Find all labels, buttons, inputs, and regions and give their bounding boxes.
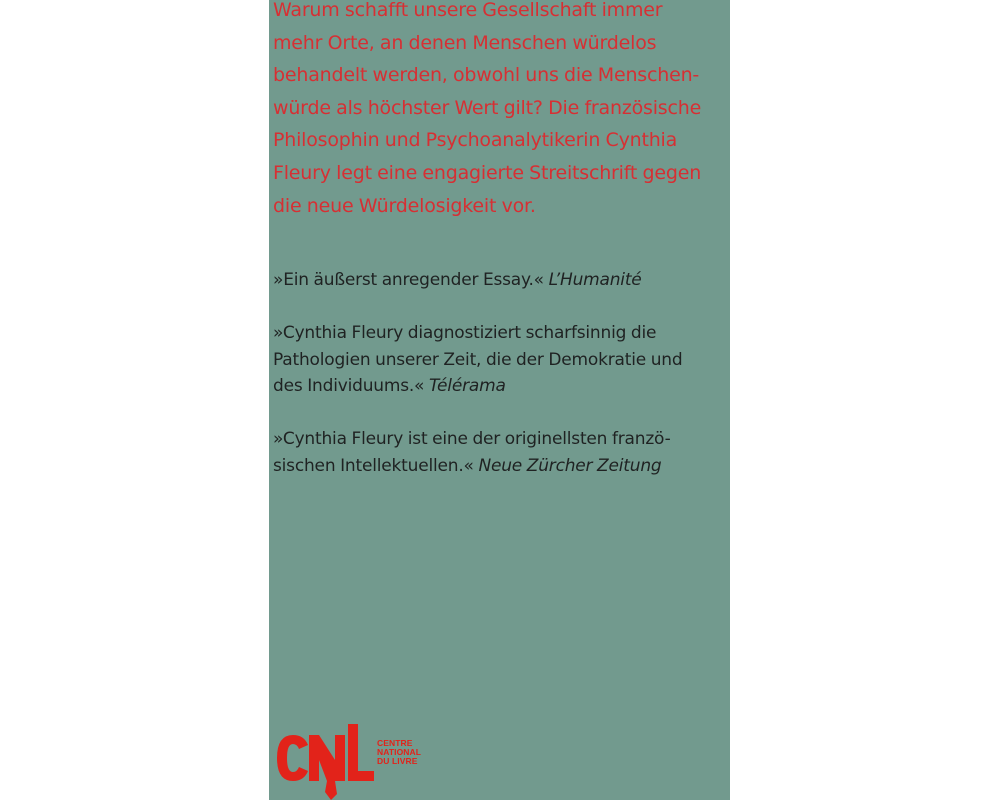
blurb-line: Fleury legt eine engagierte Streitschrift gegen: [273, 161, 702, 184]
blurb-line: Warum schafft unsere Gesellschaft immer: [273, 0, 663, 21]
logo-text-line: NATIONAL: [377, 747, 422, 757]
logo-text-line: CENTRE: [377, 738, 413, 748]
quote-text: »Ein äußerst anregender Essay.«: [273, 270, 549, 290]
press-quote: [273, 426, 730, 479]
blurb-line: würde als höchster Wert gilt? Die französische: [273, 96, 702, 119]
quote-line: [273, 453, 730, 480]
cnl-logo-mark: [273, 724, 377, 800]
blurb-line: die neue Würdelosigkeit vor.: [273, 194, 536, 217]
press-quote: [273, 267, 730, 294]
cnl-logo: [273, 724, 433, 800]
quote-line: [273, 267, 730, 294]
blurb-line: mehr Orte, an denen Menschen würdelos: [273, 31, 657, 54]
quote-line: »Cynthia Fleury diagnostiziert scharfsinnig die: [273, 323, 657, 343]
cnl-logo-text: [377, 739, 421, 766]
logo-text-line: DU LIVRE: [377, 756, 418, 766]
blurb-line: behandelt werden, obwohl uns die Menschen-: [273, 64, 700, 87]
blurb: [273, 0, 730, 222]
book-back-cover: [269, 0, 730, 800]
quote-line: [273, 373, 730, 400]
quote-line: Pathologien unserer Zeit, die der Demokratie und: [273, 349, 683, 370]
quote-source: Neue Zürcher Zeitung: [478, 455, 662, 476]
quote-source: L’Humanité: [548, 270, 642, 290]
quote-source: Télérama: [428, 376, 506, 396]
quote-line: »Cynthia Fleury ist eine der originellsten franzö-: [273, 429, 671, 449]
quote-text: des Individuums.«: [273, 376, 429, 396]
press-quote: [273, 320, 730, 400]
blurb-line: Philosophin und Psychoanalytikerin Cynthia: [273, 129, 678, 152]
quote-text: sischen Intellektuellen.«: [273, 455, 479, 476]
press-quotes: [273, 267, 730, 506]
